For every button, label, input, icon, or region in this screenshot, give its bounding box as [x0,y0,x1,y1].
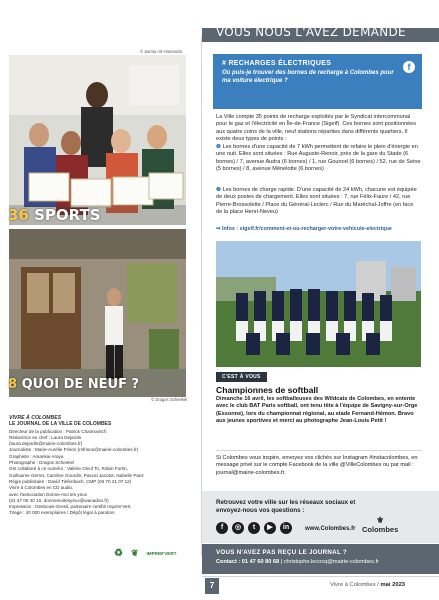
masthead-line: Vivre à Colombes en CD audio, [9,485,74,491]
bullet-2-icon: ❷ [216,187,223,193]
masthead-line: avec l'association Donne-moi tes yeux [9,491,87,497]
website-link[interactable]: www.Colombes.fr [305,526,356,532]
masthead-subtitle: LE JOURNAL DE LA VILLE DE COLOMBES [9,421,112,428]
masthead-line: Graphiste : Amankai Araya [9,453,64,459]
journal-contact-email[interactable]: | christophe.lecocq@mairie-colombes.fr [280,559,379,565]
kids-certificates-photo [9,55,186,225]
colombes-logo [362,516,398,534]
colombes-logo-text: Colombes [362,525,399,534]
facebook-icon: f [403,61,415,73]
charging-item-slow-text: Les bornes d'une capacité de 7 kWh permettent de refaire le plein d'énergie en une nuit. Elles sont situées : Rue Auguste-Renoir, près de la gare du Stade (6 bornes) / 7, avenue Audra (6 bornes) / 1, rue Gounod (6 bornes) / 52, rue de Seine (5 bornes) / 8, avenue Ménelotte (6 bornes) [216,144,421,172]
footer-separator: / [377,582,381,588]
masthead-credits [9,396,191,517]
page-number: 7 [205,578,219,594]
column-divider [201,36,202,556]
sports-photo [9,55,186,225]
section-news-number: 8 [8,377,18,392]
masthead-line: Guillaume Gerret, Caroline Gourdin, Pascal Jacotot, Isabelle Paez [9,472,144,478]
charging-item-fast [216,187,421,216]
section-sports-number: 36 [8,206,29,224]
social-title: Retrouvez votre ville sur les réseaux sociaux et envoyez-nous vos questions : [216,499,356,514]
softball-team-photo [216,241,421,367]
info-link[interactable] [216,226,392,232]
masthead-line: Tirage : 40 000 exemplaires / Dépôt légal à parution [9,510,115,516]
masthead-line: Directeur de la publication : Patrick Chaimovitch [9,428,107,434]
instagram-invite: Si Colombes vous inspire, envoyez vos clichés sur Instagram #instacolombes, en message privé sur le compte Facebook de la ville @VilleColombes ou par mail : journal@mairie-colombes.fr. [216,455,418,476]
journal-contact-label: Contact : 01 47 60 80 68 [216,559,280,565]
photo-credit-top: © Samia Aït-Hamonda [140,49,182,54]
charging-item-slow [216,144,421,173]
news-title: Championnes de softball [216,385,319,395]
twitter-icon[interactable]: t [248,522,260,534]
colombes-logo-icon: ⚜ [376,515,385,525]
journal-title: VOUS N'AVEZ PAS REÇU LE JOURNAL ? [216,549,348,556]
section-sports-label [8,206,101,224]
footer-title [330,582,405,588]
facebook-icon[interactable]: f [216,522,228,534]
question-box [213,54,422,109]
section-news-label [8,377,139,392]
masthead-line: Journaliste : Marie-Aurélie Frison (mfrison@mairie-colombes.fr) [9,447,139,453]
masthead-line: Impression : Desbouis-Gresil, partenaire certifié Imprim'Vert. [9,504,132,510]
arrow-icon: ➡ [216,226,223,232]
section-news-text: QUOI DE NEUF ? [21,377,140,392]
journal-contact [216,559,379,565]
photo-credit-bottom: © Dragos Scheekel [151,397,188,402]
charging-item-fast-text: Les bornes de charge rapide. D'une capacité de 24 kWh, chacune est équipée de deux postes de chargement. Elles sont situées : 7, rue Félix-Faure / 42, rue Pierre-Brossolette / Place du Général-Leclerc / Rue du Maréchal-Joffre (en face de la place Henri-Neveu) [216,187,417,215]
banner-title: VOUS NOUS L'AVEZ DEMANDÉ [216,25,406,39]
masthead-line: (01 47 05 40 10, donnemoitesyeux@wanadoo.fr) [9,497,109,503]
cest-a-vous-tag: C'EST À VOUS [216,372,267,382]
softball-photo [216,241,421,367]
imprimvert-label: IMPRIM'VERT [146,551,177,556]
woman-doorway-photo [9,229,186,397]
youtube-icon[interactable]: ▶ [264,522,276,534]
section-sports-text: SPORTS [34,206,101,224]
news-text: Dimanche 16 avril, les softballeuses des Wildcats de Colombes, en entente avec le club BAT Paris softball, ont tenu tête à l'équipe de Savigny-sur-Orge (Essonne), lors du championnat régional, au stade Fernand-Hémon. Bravo aux jeunes sportives et merci au photographe Jean-Louis Petit ! [216,396,418,424]
social-icons [216,522,292,534]
intro-paragraph: La Ville compte 35 points de recharge exploités par le Syndicat intercommunal pour le gaz et l'électricité en Île-de-France (Sigeif). Ces bornes sont positionnées aux quatre coins de la ville, neuf stations réparties dans différents quartiers. Il existe deux types de points : [216,114,417,142]
question-title: # RECHARGES ÉLECTRIQUES [222,60,332,67]
question-text: Où puis-je trouver des bornes de recharge à Colombes pour ma voiture électrique ? [222,70,394,84]
masthead-title: VIVRE À COLOMBES [9,415,62,421]
footer-publication: Vivre à Colombes [330,582,376,588]
masthead-line: Rédactrice en chef : Laura Dejardin [9,434,82,440]
bullet-1-icon: ❶ [216,144,223,150]
divider [216,450,422,451]
masthead-line: (laura.dejardin@mairie-colombes.fr) [9,441,83,447]
instagram-icon[interactable]: ◎ [232,522,244,534]
masthead-line: Ont collaboré à ce numéro : Valérie Cleuf To, Robin Fortin, [9,466,128,472]
info-link-text[interactable]: Infos : sigeif.fr/comment-et-ou-recharger-votre-vehicule-electrique [222,226,392,232]
footer-line [202,576,439,577]
masthead-line: Régie publicitaire : David Tiefenbach, CMP (06 70 21 07 12) [9,478,132,484]
recycle-icon: ♻ [114,548,123,559]
news-photo [9,229,186,397]
masthead-line: Photographe : Dragos Scheekel [9,460,75,466]
imprimvert-icon: ❦ [130,548,139,558]
linkedin-icon[interactable]: in [280,522,292,534]
eco-logos [114,548,176,559]
footer-issue: mai 2023 [380,582,406,588]
